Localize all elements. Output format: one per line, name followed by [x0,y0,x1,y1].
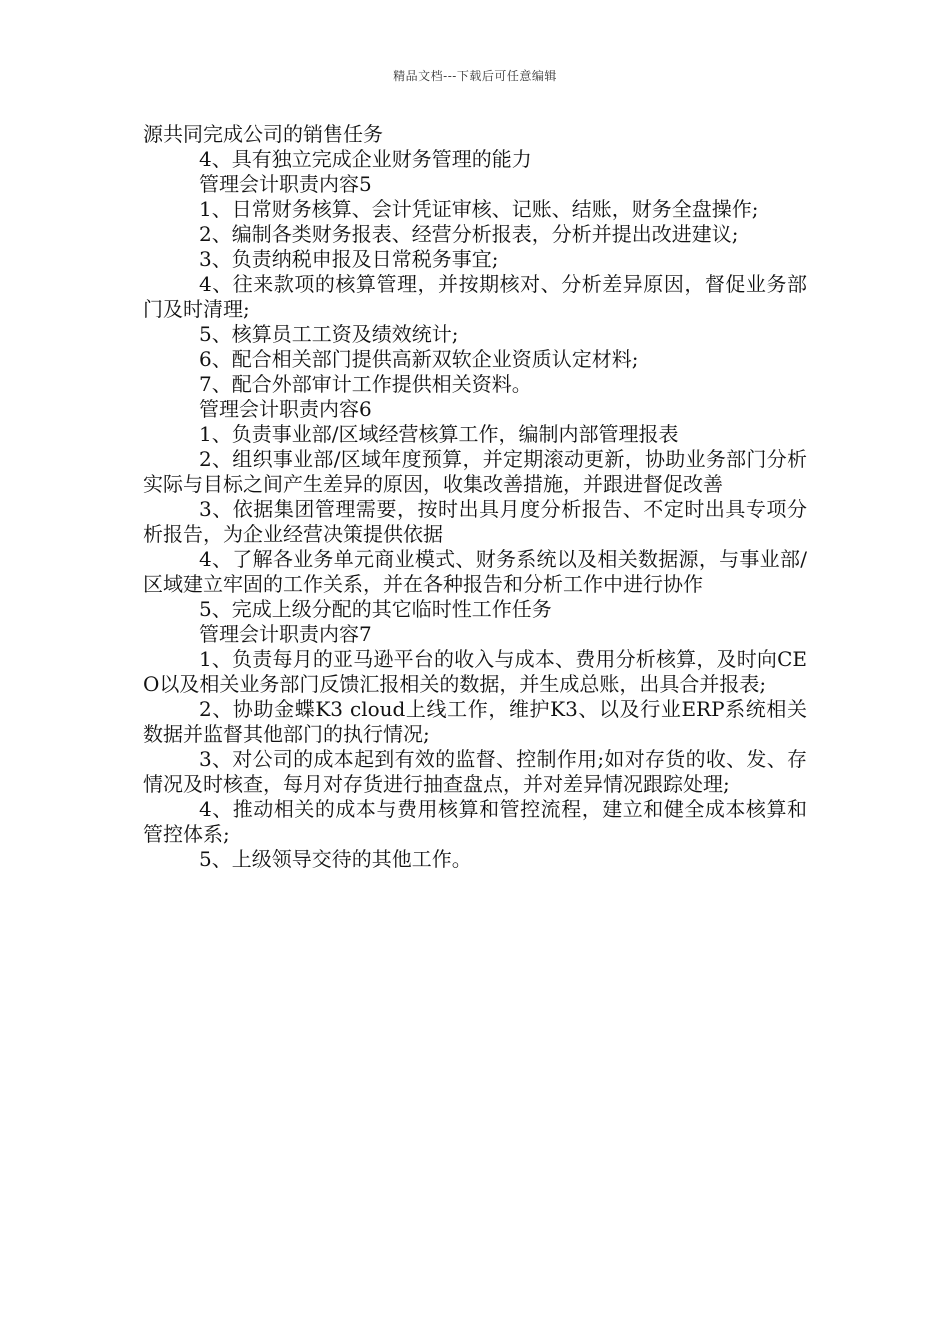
paragraph: 1、负责每月的亚马逊平台的收入与成本、费用分析核算，及时向CEO以及相关业务部门反馈汇报相关的数据，并生成总账，出具合并报表; [143,647,807,696]
paragraph: 3、对公司的成本起到有效的监督、控制作用;如对存货的收、发、存情况及时核查，每月对存货进行抽查盘点，并对差异情况跟踪处理; [143,747,807,796]
paragraph: 7、配合外部审计工作提供相关资料。 [199,372,532,396]
page-header: 精品文档---下载后可任意编辑 [393,69,557,83]
paragraph: 1、负责事业部/区域经营核算工作，编制内部管理报表 [199,422,679,446]
section-heading: 管理会计职责内容6 [199,397,372,421]
paragraph: 3、依据集团管理需要，按时出具月度分析报告、不定时出具专项分析报告，为企业经营决策提供依据 [143,497,807,546]
paragraph: 5、核算员工工资及绩效统计; [199,322,459,346]
paragraph: 5、上级领导交待的其他工作。 [199,847,472,871]
paragraph: 2、组织事业部/区域年度预算，并定期滚动更新，协助业务部门分析实际与目标之间产生差异的原因，收集改善措施，并跟进督促改善 [143,447,807,496]
paragraph: 4、往来款项的核算管理，并按期核对、分析差异原因，督促业务部门及时清理; [143,272,807,321]
paragraph: 源共同完成公司的销售任务 [143,122,383,146]
paragraph: 3、负责纳税申报及日常税务事宜; [199,247,499,271]
paragraph: 6、配合相关部门提供高新双软企业资质认定材料; [199,347,639,371]
paragraph: 4、具有独立完成企业财务管理的能力 [199,147,532,171]
paragraph: 2、协助金蝶K3 cloud上线工作，维护K3、以及行业ERP系统相关数据并监督其他部门的执行情况; [143,697,807,746]
paragraph: 4、推动相关的成本与费用核算和管控流程，建立和健全成本核算和管控体系; [143,797,807,846]
section-heading: 管理会计职责内容5 [199,172,372,196]
paragraph: 4、了解各业务单元商业模式、财务系统以及相关数据源，与事业部/区域建立牢固的工作关系，并在各种报告和分析工作中进行协作 [143,547,807,596]
document-body [143,122,807,872]
paragraph: 2、编制各类财务报表、经营分析报表，分析并提出改进建议; [199,222,739,246]
paragraph: 1、日常财务核算、会计凭证审核、记账、结账，财务全盘操作; [199,197,759,221]
paragraph: 5、完成上级分配的其它临时性工作任务 [199,597,552,621]
section-heading: 管理会计职责内容7 [199,622,372,646]
